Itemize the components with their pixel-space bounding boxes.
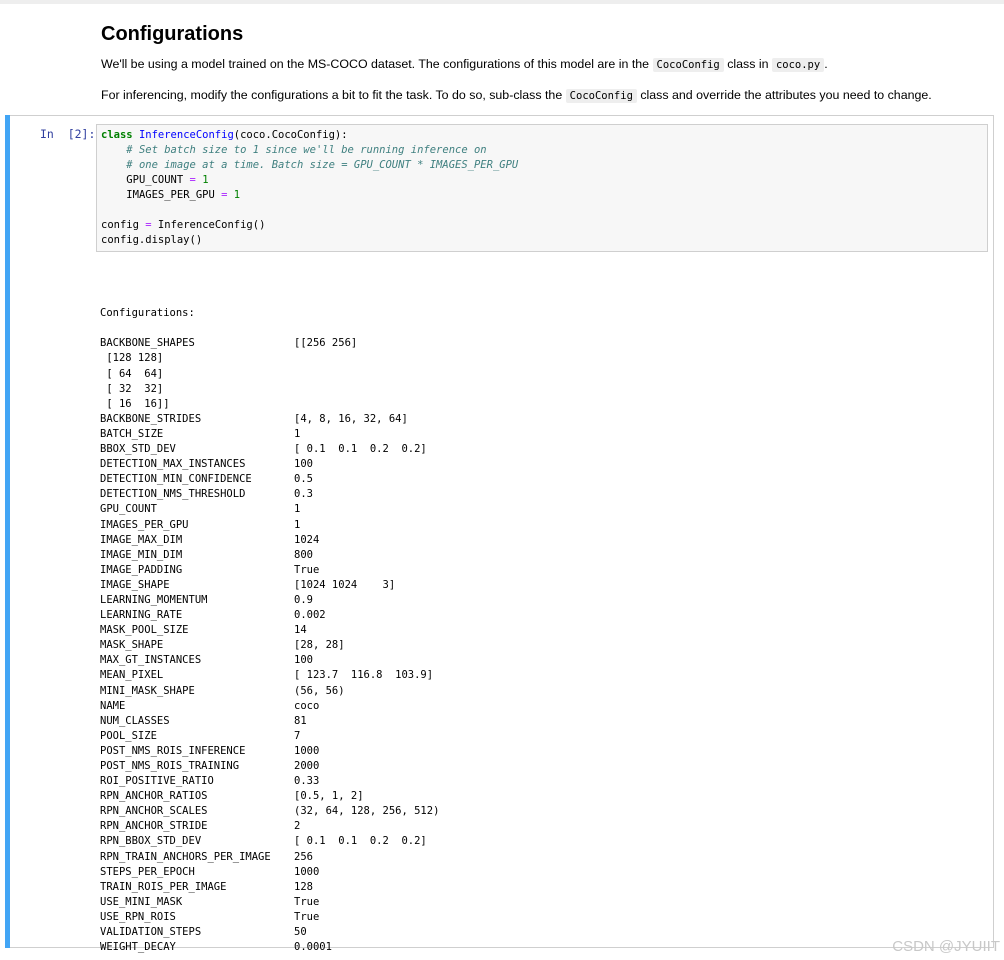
config-row [100, 336, 980, 351]
config-value: [ 0.1 0.1 0.2 0.2] [294, 835, 427, 848]
config-value: 1 [294, 427, 301, 440]
markdown-paragraph-2 [101, 86, 981, 105]
code-line-blank [101, 203, 518, 218]
watermark: CSDN @JYUIIT [892, 938, 1000, 955]
config-key: GPU_COUNT [100, 503, 157, 516]
keyword-class: class [101, 129, 133, 141]
config-value: True [294, 563, 320, 576]
config-key: RPN_ANCHOR_RATIOS [100, 790, 208, 803]
config-key: IMAGE_MIN_DIM [100, 548, 183, 561]
config-value: [4, 8, 16, 32, 64] [294, 412, 408, 425]
code-line-3 [101, 158, 518, 173]
config-value: 0.3 [294, 488, 313, 501]
config-value: (32, 64, 128, 256, 512) [294, 805, 440, 818]
config-key: STEPS_PER_EPOCH [100, 865, 195, 878]
config-key: POST_NMS_ROIS_TRAINING [100, 760, 240, 772]
config-row [100, 880, 980, 895]
config-value: 1000 [294, 865, 320, 878]
config-value: 0.0001 [294, 941, 332, 954]
config-row [100, 518, 980, 533]
config-key: RPN_TRAIN_ANCHORS_PER_IMAGE [100, 850, 271, 863]
config-key: BATCH_SIZE [100, 427, 164, 440]
config-key: WEIGHT_DECAY [100, 941, 176, 954]
config-row [100, 502, 980, 517]
config-key: POST_NMS_ROIS_INFERENCE [100, 744, 246, 757]
config-row [100, 351, 980, 366]
cell-output [100, 276, 980, 955]
assign-op: = [145, 219, 152, 231]
config-key: ROI_POSITIVE_RATIO [100, 775, 214, 788]
config-value: True [294, 910, 320, 923]
config-value: 14 [294, 624, 307, 637]
assign-op: = [189, 174, 196, 186]
config-key: DETECTION_MIN_CONFIDENCE [100, 473, 252, 486]
config-value: 0.5 [294, 473, 313, 486]
config-row [100, 578, 980, 593]
config-row [100, 653, 980, 668]
config-row [100, 699, 980, 714]
config-key: RPN_ANCHOR_STRIDE [100, 820, 208, 833]
config-key: TRAIN_ROIS_PER_IMAGE [100, 880, 227, 893]
config-value: 128 [294, 880, 313, 893]
config-row [100, 759, 980, 774]
config-row [100, 457, 980, 472]
top-divider [0, 0, 1004, 4]
input-prompt: In [2]: [40, 127, 96, 141]
config-key: DETECTION_MAX_INSTANCES [100, 458, 246, 471]
para2-text-b: class and override the attributes you need to change. [636, 88, 932, 102]
config-key: LEARNING_MOMENTUM [100, 593, 208, 606]
config-row [100, 744, 980, 759]
attr-images-per-gpu: IMAGES_PER_GPU [126, 189, 215, 201]
para1-text-c: . [824, 57, 828, 71]
config-key: MASK_POOL_SIZE [100, 624, 189, 637]
config-key: IMAGE_PADDING [100, 563, 183, 576]
config-key: NUM_CLASSES [100, 714, 170, 727]
config-value: 1000 [294, 744, 320, 757]
config-value: 256 [294, 850, 313, 863]
config-row [100, 533, 980, 548]
config-row [100, 427, 980, 442]
output-heading: Configurations: [100, 307, 195, 320]
para1-text-a: We'll be using a model trained on the MS-COCO dataset. The configurations of this model are in the [101, 57, 653, 71]
config-row [100, 819, 980, 834]
config-key: [128 128] [100, 352, 164, 365]
inline-code-cocopy: coco.py [772, 58, 824, 72]
inline-code-cococonfig: CocoConfig [653, 58, 724, 72]
config-row [100, 638, 980, 653]
config-value: 1024 [294, 533, 320, 546]
config-key: DETECTION_NMS_THRESHOLD [100, 488, 246, 501]
config-value: 0.002 [294, 609, 326, 622]
config-value: [28, 28] [294, 639, 345, 652]
config-value: 2000 [294, 760, 320, 772]
config-key: VALIDATION_STEPS [100, 926, 202, 939]
config-row [100, 865, 980, 880]
config-row [100, 668, 980, 683]
config-row [100, 834, 980, 849]
config-value: 0.9 [294, 593, 313, 606]
inline-code-cococonfig-2: CocoConfig [566, 89, 637, 103]
class-name: InferenceConfig [138, 129, 234, 141]
config-value: 2 [294, 820, 301, 833]
var-config: config [101, 219, 139, 231]
config-row [100, 774, 980, 789]
markdown-heading-block [101, 22, 981, 46]
config-value: 50 [294, 926, 307, 939]
config-key: IMAGE_SHAPE [100, 578, 170, 591]
config-key: POOL_SIZE [100, 729, 157, 742]
config-row [100, 472, 980, 487]
config-row [100, 548, 980, 563]
config-key: LEARNING_RATE [100, 609, 183, 622]
config-row [100, 608, 980, 623]
config-value: 800 [294, 548, 313, 561]
gpu-count-value: 1 [202, 174, 209, 186]
config-key: USE_MINI_MASK [100, 895, 183, 908]
para1-text-b: class in [723, 57, 772, 71]
config-key: [ 64 64] [100, 367, 164, 380]
config-value: [ 123.7 116.8 103.9] [294, 669, 434, 682]
config-value: (56, 56) [294, 684, 345, 697]
config-value: coco [294, 699, 320, 712]
config-key: [ 16 16]] [100, 397, 170, 410]
class-bases: (coco.CocoConfig): [233, 129, 348, 141]
config-value: 7 [294, 729, 301, 742]
config-key: RPN_BBOX_STD_DEV [100, 835, 202, 848]
cell-selection-bar [5, 115, 10, 948]
display-call: config.display() [101, 234, 203, 246]
config-row [100, 382, 980, 397]
code-line-4 [101, 173, 518, 188]
config-value: 81 [294, 714, 307, 727]
code-line-7 [101, 218, 518, 233]
config-row [100, 367, 980, 382]
code-line-8 [101, 233, 518, 248]
config-value: [0.5, 1, 2] [294, 790, 364, 803]
images-per-gpu-value: 1 [233, 189, 241, 201]
code-line-1 [101, 128, 518, 143]
config-key: NAME [100, 699, 126, 712]
config-key: MAX_GT_INSTANCES [100, 654, 202, 667]
config-row [100, 623, 980, 638]
config-row [100, 910, 980, 925]
config-row [100, 804, 980, 819]
config-key: MASK_SHAPE [100, 639, 164, 652]
config-key: IMAGES_PER_GPU [100, 518, 189, 531]
config-row [100, 789, 980, 804]
config-key: USE_RPN_ROIS [100, 910, 176, 923]
config-value: 1 [294, 503, 301, 516]
config-row [100, 895, 980, 910]
config-row [100, 397, 980, 412]
config-row [100, 442, 980, 457]
config-value: 100 [294, 458, 313, 471]
config-row [100, 412, 980, 427]
comment-line-2: # one image at a time. Batch size = GPU_COUNT * IMAGES_PER_GPU [126, 159, 519, 171]
config-key: MEAN_PIXEL [100, 669, 164, 682]
config-key: BBOX_STD_DEV [100, 443, 176, 456]
section-heading: Configurations [101, 23, 244, 45]
attr-gpu-count: GPU_COUNT [126, 174, 184, 186]
assign-op: = [221, 189, 228, 201]
code-editor[interactable] [96, 124, 988, 252]
config-row [100, 729, 980, 744]
config-row [100, 850, 980, 865]
code-line-5 [101, 188, 518, 203]
instantiate-call: InferenceConfig() [157, 219, 266, 231]
config-row [100, 714, 980, 729]
config-row [100, 684, 980, 699]
config-value: True [294, 895, 320, 908]
comment-line-1: # Set batch size to 1 since we'll be running inference on [126, 144, 487, 156]
config-row [100, 940, 980, 955]
config-value: [1024 1024 3] [294, 578, 396, 591]
config-value: 0.33 [294, 775, 320, 788]
config-value: [ 0.1 0.1 0.2 0.2] [294, 443, 427, 456]
code-text [101, 128, 518, 248]
config-row [100, 487, 980, 502]
code-line-2 [101, 143, 518, 158]
para2-text-a: For inferencing, modify the configurations a bit to fit the task. To do so, sub-class the [101, 88, 566, 102]
config-key: IMAGE_MAX_DIM [100, 533, 183, 546]
config-key: BACKBONE_STRIDES [100, 412, 202, 425]
config-row [100, 593, 980, 608]
config-key: RPN_ANCHOR_SCALES [100, 805, 208, 818]
config-key: BACKBONE_SHAPES [100, 337, 195, 350]
config-key: MINI_MASK_SHAPE [100, 684, 195, 697]
config-value: [[256 256] [294, 337, 358, 350]
config-key: [ 32 32] [100, 382, 164, 395]
markdown-paragraph-1 [101, 55, 981, 74]
config-row [100, 563, 980, 578]
config-value: 1 [294, 518, 301, 531]
config-row [100, 925, 980, 940]
config-value: 100 [294, 654, 313, 667]
